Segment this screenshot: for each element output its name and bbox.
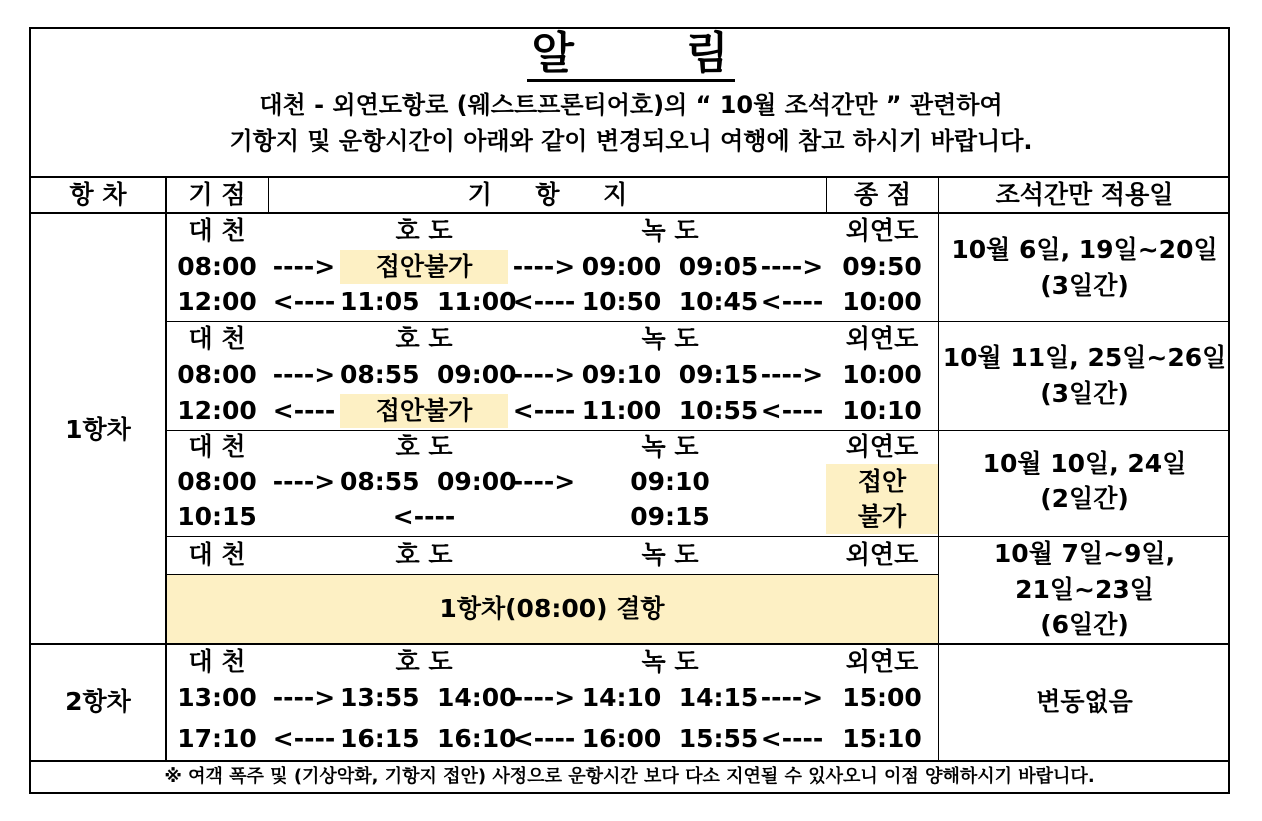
header-terminus: 종 점 [853, 180, 911, 209]
time-pair: 09:00 09:05 [581, 252, 759, 281]
arrow-left: <---- [760, 287, 824, 316]
header-ports: 기 항 지 [467, 180, 628, 209]
port-oeyeondo: 외연도 [845, 540, 919, 569]
voyage-1-label: 1항차 [65, 415, 131, 444]
arrow-right: ----> [760, 683, 824, 712]
port-daecheon: 대 천 [188, 432, 246, 461]
dates-line: 10월 10일, 24일 [982, 449, 1187, 478]
port-hodo: 호 도 [395, 647, 453, 676]
dates-line: 10월 7일~9일, [993, 539, 1176, 568]
port-oeyeondo: 외연도 [845, 647, 919, 676]
arrow-right: ----> [760, 252, 824, 281]
time: 15:00 [842, 683, 922, 712]
dates-line: 21일~23일 [1015, 575, 1154, 604]
arrow-right: ----> [272, 252, 336, 281]
time: 08:00 [177, 360, 257, 389]
port-daecheon: 대 천 [188, 324, 246, 353]
arrow-right: ----> [512, 683, 576, 712]
arrow-left: <---- [512, 724, 576, 753]
port-oeyeondo: 외연도 [845, 324, 919, 353]
notice-line-1: 대천 - 외연도항로 (웨스트프론티어호)의 “ 10월 조석간만 ” 관련하여 [259, 91, 1003, 119]
port-oeyeondo: 외연도 [845, 216, 919, 245]
time-pair: 08:55 09:00 [340, 360, 517, 389]
header-dates: 조석간만 적용일 [995, 180, 1174, 209]
time: 10:00 [842, 287, 922, 316]
port-hodo: 호 도 [395, 540, 453, 569]
time-pair: 13:55 14:00 [340, 683, 517, 712]
time: 08:00 [177, 467, 257, 496]
time: 10:10 [842, 396, 922, 425]
port-oeyeondo: 외연도 [845, 432, 919, 461]
time: 10:00 [842, 360, 922, 389]
time: 15:10 [842, 724, 922, 753]
dates-count: (2일간) [1040, 484, 1129, 513]
no-berth-label: 접안불가 [375, 252, 473, 281]
notice-line-2: 기항지 및 운항시간이 아래와 같이 변경되오니 여행에 참고 하시기 바랍니다. [229, 127, 1033, 155]
arrow-right: ----> [760, 360, 824, 389]
arrow-left: <---- [272, 287, 336, 316]
no-berth-label: 접안 [857, 467, 907, 496]
time-pair: 09:10 09:15 [581, 360, 759, 389]
arrow-right: ----> [512, 467, 576, 496]
no-berth-label: 불가 [857, 502, 907, 531]
arrow-right: ----> [272, 467, 336, 496]
port-daecheon: 대 천 [188, 540, 246, 569]
time: 09:15 [630, 502, 710, 531]
arrow-right: ----> [272, 360, 336, 389]
time-pair: 08:55 09:00 [340, 467, 517, 496]
port-nokdo: 녹 도 [641, 324, 699, 353]
voyage-2-label: 2항차 [65, 687, 131, 716]
header-origin: 기 점 [188, 180, 246, 209]
time-pair: 16:00 15:55 [581, 724, 759, 753]
arrow-right: ----> [272, 683, 336, 712]
time-pair: 16:15 16:10 [340, 724, 517, 753]
port-nokdo: 녹 도 [641, 432, 699, 461]
arrow-left: <---- [512, 287, 576, 316]
time: 12:00 [177, 287, 257, 316]
arrow-left: <---- [272, 724, 336, 753]
time-pair: 11:05 11:00 [340, 287, 517, 316]
cancelled-notice: 1항차(08:00) 결항 [439, 594, 665, 623]
time: 13:00 [177, 683, 257, 712]
dates-count: (3일간) [1040, 271, 1129, 300]
time-pair: 14:10 14:15 [581, 683, 759, 712]
notice-title: 알 림 [0, 30, 1262, 78]
port-nokdo: 녹 도 [641, 216, 699, 245]
time: 09:50 [842, 252, 922, 281]
port-hodo: 호 도 [395, 324, 453, 353]
arrow-left: <---- [760, 724, 824, 753]
dates-line: 10월 6일, 19일~20일 [951, 235, 1218, 264]
time: 09:10 [630, 467, 710, 496]
dates-line: 10월 11일, 25일~26일 [942, 343, 1227, 372]
arrow-left: <---- [272, 396, 336, 425]
port-nokdo: 녹 도 [641, 540, 699, 569]
footnote: ※ 여객 폭주 및 (기상악화, 기항지 접안) 사정으로 운항시간 보다 다소 지연될 수 있사오니 이점 양해하시기 바랍니다. [164, 766, 1095, 787]
arrow-left: <---- [512, 396, 576, 425]
time: 12:00 [177, 396, 257, 425]
time-pair: 10:50 10:45 [581, 287, 759, 316]
port-hodo: 호 도 [395, 216, 453, 245]
dates-count: (3일간) [1040, 379, 1129, 408]
arrow-left: <---- [392, 502, 456, 531]
header-voyage: 항 차 [69, 180, 127, 209]
port-nokdo: 녹 도 [641, 647, 699, 676]
time: 08:00 [177, 252, 257, 281]
arrow-right: ----> [512, 252, 576, 281]
time: 10:15 [177, 502, 257, 531]
arrow-left: <---- [760, 396, 824, 425]
arrow-right: ----> [512, 360, 576, 389]
time: 17:10 [177, 724, 257, 753]
dates-count: (6일간) [1040, 610, 1129, 639]
port-daecheon: 대 천 [188, 216, 246, 245]
dates-no-change: 변동없음 [1036, 687, 1133, 716]
port-daecheon: 대 천 [188, 647, 246, 676]
port-hodo: 호 도 [395, 432, 453, 461]
no-berth-label: 접안불가 [375, 396, 473, 425]
time-pair: 11:00 10:55 [581, 396, 759, 425]
